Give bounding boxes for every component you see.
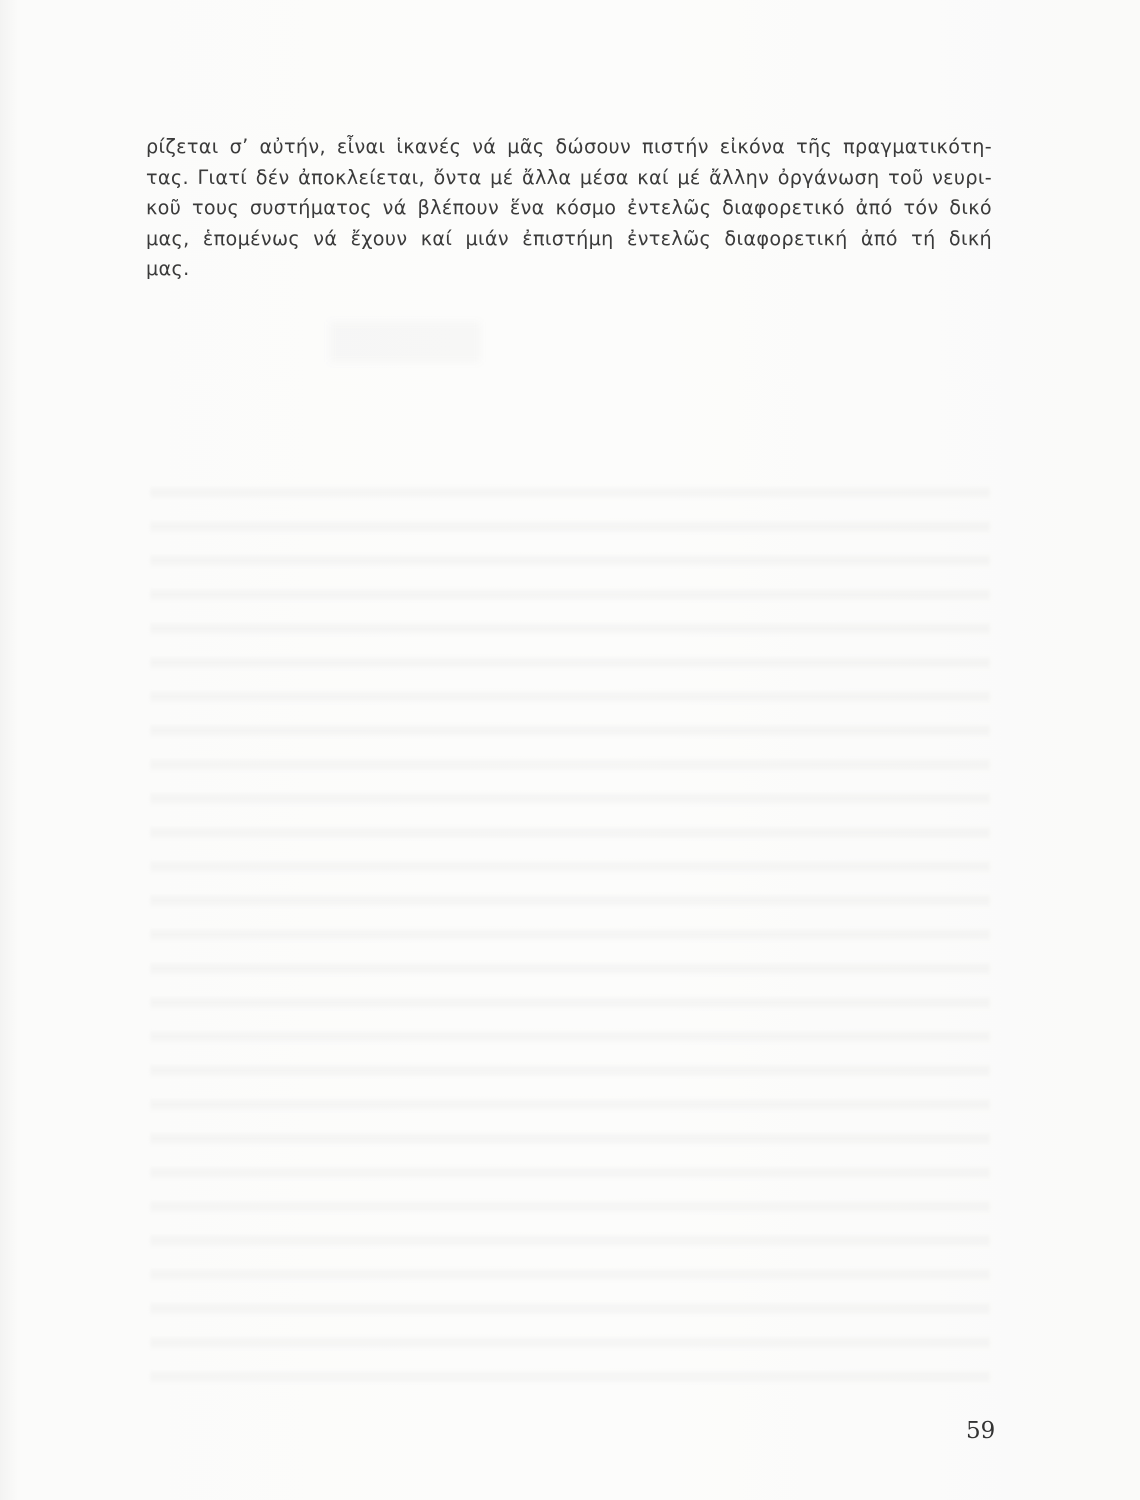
body-line: μας, ἑπομένως νά ἔχουν καί μιάν ἐπιστήμη ἐντελῶς διαφορετική ἀπό τή δική [146,226,992,250]
body-paragraph [146,132,992,285]
show-through-text [150,470,990,1400]
page-number: 59 [966,1418,996,1444]
body-line: κοῦ τους συστήματος νά βλέπουν ἕνα κόσμο ἐντελῶς διαφορετικό ἀπό τόν δικό [146,196,992,219]
body-line: μας. [146,257,190,280]
body-line: τας. Γιατί δέν ἀποκλείεται, ὄντα μέ ἄλλα μέσα καί μέ ἄλλην ὀργάνωση τοῦ νευρι- [146,165,992,189]
body-line: ρίζεται σ’ αὐτήν, εἶναι ἱκανές νά μᾶς δώσουν πιστήν εἰκόνα τῆς πραγματικότη- [146,135,992,158]
show-through-heading [330,322,480,362]
